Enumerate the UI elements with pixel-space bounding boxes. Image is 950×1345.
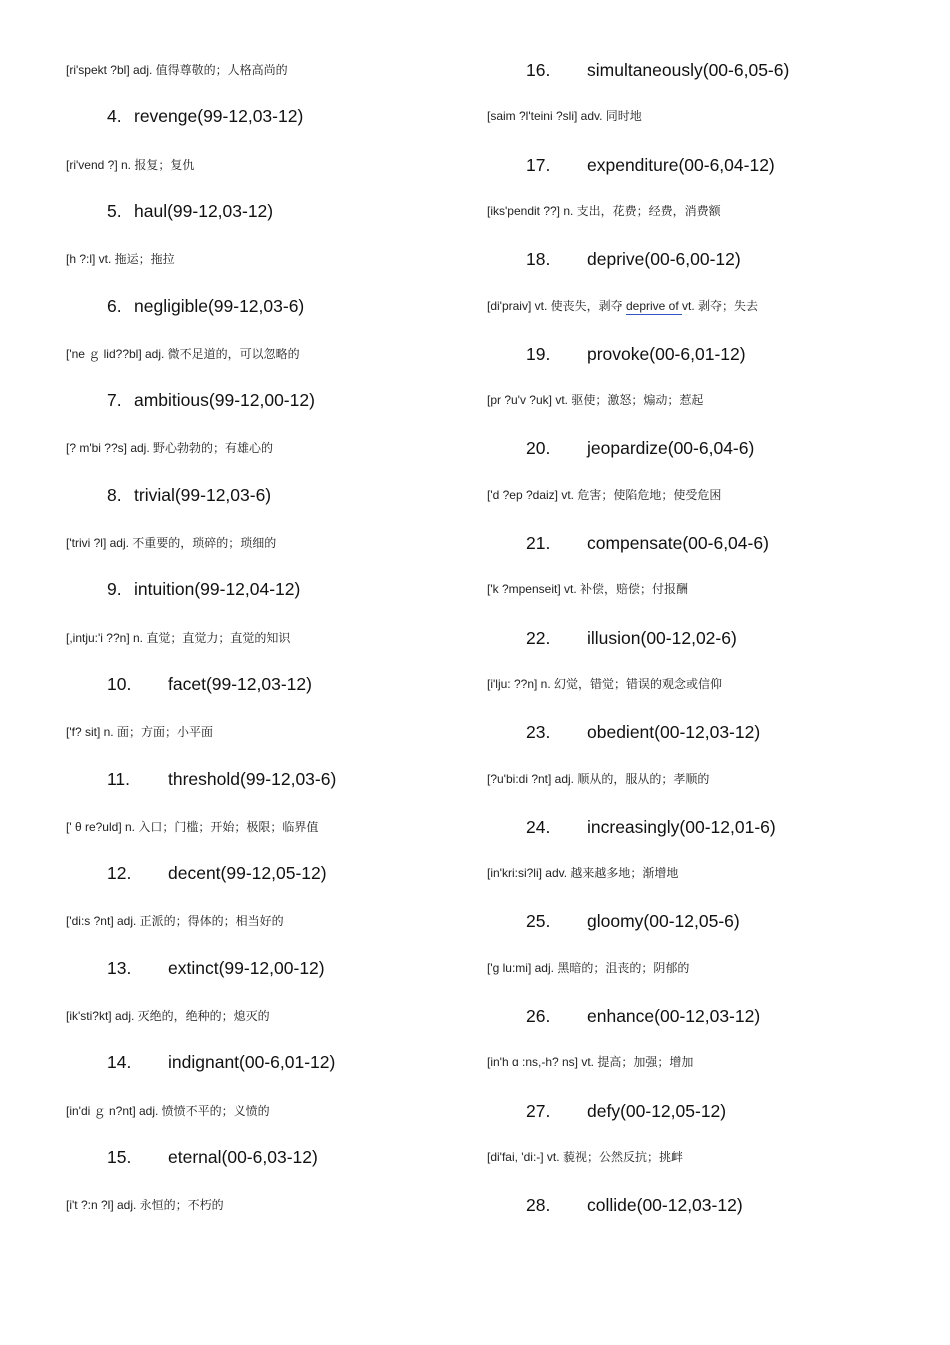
entry-number: 27. <box>526 1100 551 1121</box>
entry-definition: [i't ?:n ?l] adj. 永恒的；不朽的 <box>66 1198 224 1213</box>
vocab-entry-heading <box>526 533 769 554</box>
entry-number: 28. <box>526 1195 551 1216</box>
entry-definition: [ri'spekt ?bl] adj. 值得尊敬的；人格高尚的 <box>66 63 288 77</box>
entry-definition: ['d ?ep ?daiz] vt. 危害；使陷危地；使受危困 <box>487 487 722 502</box>
entry-word: enhance(00-12,03-12) <box>587 1006 761 1026</box>
entry-word: simultaneously(00-6,05-6) <box>587 60 790 80</box>
entry-definition: [?u'bi:di ?nt] adj. 顺从的，服从的；孝顺的 <box>487 771 710 786</box>
entry-number: 19. <box>526 343 551 364</box>
vocab-entry-heading <box>526 1101 726 1122</box>
vocab-entry-heading <box>107 769 336 790</box>
entry-word: collide(00-12,03-12) <box>587 1195 743 1216</box>
entry-definition: ['trivi ?l] adj. 不重要的，琐碎的；琐细的 <box>66 536 277 550</box>
entry-word: eternal(00-6,03-12) <box>168 1146 318 1167</box>
entry-word: negligible(99-12,03-6) <box>134 295 305 316</box>
entry-definition: ['ne ｇ lid??bl] adj. 微不足道的，可以忽略的 <box>66 346 300 361</box>
entry-number: 17. <box>526 154 551 175</box>
vocab-entry-heading <box>107 296 304 317</box>
entry-definition: [h ?:l] vt. 拖运；拖拉 <box>66 252 175 267</box>
vocab-entry-heading <box>526 817 776 838</box>
entry-number: 23. <box>526 722 551 743</box>
entry-number: 12. <box>107 863 132 884</box>
vocab-entry-heading <box>526 722 760 743</box>
vocab-entry-heading <box>107 201 273 222</box>
entry-number: 24. <box>526 816 551 837</box>
vocab-entry-heading <box>107 485 271 506</box>
entry-definition <box>487 297 758 314</box>
vocab-entry-heading <box>526 155 775 176</box>
vocab-entry-heading <box>526 438 754 459</box>
entry-number: 9. <box>107 579 122 600</box>
vocab-entry-heading <box>526 60 789 81</box>
entry-definition: [saim ?l'teini ?sli] adv. 同时地 <box>487 109 642 124</box>
entry-definition: [ik'sti?kt] adj. 灭绝的，绝种的；熄灭的 <box>66 1009 270 1023</box>
entry-word: extinct(99-12,00-12) <box>168 957 325 978</box>
entry-number: 5. <box>107 200 122 221</box>
entry-definition: [,intju:'i ??n] n. 直觉；直觉力；直觉的知识 <box>66 630 291 645</box>
entry-word: indignant(00-6,01-12) <box>168 1052 336 1073</box>
entry-word: deprive(00-6,00-12) <box>587 249 741 270</box>
entry-number: 26. <box>526 1006 551 1026</box>
vocab-entry-heading <box>526 628 737 649</box>
vocab-entry-heading <box>107 1147 318 1168</box>
phrase-link[interactable]: deprive of <box>625 298 683 313</box>
vocab-entry-heading <box>107 863 327 884</box>
entry-number: 4. <box>107 106 122 127</box>
entry-word: provoke(00-6,01-12) <box>587 343 746 364</box>
vocab-entry-heading <box>107 1052 335 1073</box>
entry-number: 10. <box>107 673 132 694</box>
entry-definition: [in'di ｇ n?nt] adj. 愤愤不平的；义愤的 <box>66 1103 270 1118</box>
entry-word: ambitious(99-12,00-12) <box>134 390 315 411</box>
entry-number: 15. <box>107 1146 132 1167</box>
entry-number: 18. <box>526 249 551 270</box>
entry-definition: ['ɡ lu:mi] adj. 黑暗的；沮丧的；阴郁的 <box>487 960 690 975</box>
entry-definition: [iks'pendit ??] n. 支出，花费；经费，消费额 <box>487 203 721 218</box>
definition-text: [di'praiv] vt. 使丧失，剥夺 <box>487 298 626 313</box>
entry-word: compensate(00-6,04-6) <box>587 533 769 553</box>
entry-definition: [in'kri:si?li] adv. 越来越多地；渐增地 <box>487 866 679 881</box>
entry-definition: [di'fai, 'di:-] vt. 藐视；公然反抗；挑衅 <box>487 1149 683 1164</box>
entry-number: 14. <box>107 1052 132 1073</box>
vocab-entry-heading <box>526 1195 743 1216</box>
vocab-entry-heading <box>107 674 312 695</box>
entry-definition: ['di:s ?nt] adj. 正派的；得体的；相当好的 <box>66 914 284 929</box>
entry-definition: [in'h ɑ :ns,-h? ns] vt. 提高；加强；增加 <box>487 1055 694 1070</box>
vocab-entry-heading <box>526 911 740 932</box>
entry-definition: [? m'bi ??s] adj. 野心勃勃的；有雄心的 <box>66 441 274 456</box>
vocab-entry-heading <box>107 958 325 979</box>
entry-word: haul(99-12,03-12) <box>134 200 274 221</box>
entry-definition: [i'lju: ??n] n. 幻觉，错觉；错误的观念或信仰 <box>487 676 722 691</box>
entry-word: jeopardize(00-6,04-6) <box>587 438 755 459</box>
entry-word: threshold(99-12,03-6) <box>168 768 337 789</box>
vocab-entry-heading <box>107 106 303 127</box>
entry-number: 6. <box>107 295 122 316</box>
entry-word: intuition(99-12,04-12) <box>134 579 301 600</box>
entry-word: expenditure(00-6,04-12) <box>587 154 775 175</box>
entry-definition: [pr ?u'v ?uk] vt. 驱使；激怒；煽动；惹起 <box>487 393 704 408</box>
entry-number: 7. <box>107 390 122 411</box>
entry-word: decent(99-12,05-12) <box>168 863 327 884</box>
entry-number: 20. <box>526 438 551 459</box>
entry-number: 21. <box>526 533 551 553</box>
vocab-entry-heading <box>526 1006 760 1027</box>
entry-number: 11. <box>107 768 131 789</box>
entry-number: 16. <box>526 60 551 80</box>
entry-number: 25. <box>526 911 551 932</box>
entry-word: increasingly(00-12,01-6) <box>587 816 776 837</box>
entry-word: trivial(99-12,03-6) <box>134 484 272 505</box>
entry-word: gloomy(00-12,05-6) <box>587 911 740 932</box>
entry-word: illusion(00-12,02-6) <box>587 627 737 648</box>
vocab-entry-heading <box>107 390 315 411</box>
vocab-entry-heading <box>526 249 741 270</box>
entry-definition: [' θ re?uld] n. 入口；门槛；开始；极限；临界值 <box>66 819 319 834</box>
entry-number: 13. <box>107 957 132 978</box>
vocab-entry-heading <box>526 344 746 365</box>
entry-definition: [ri'vend ?] n. 报复；复仇 <box>66 157 195 172</box>
entry-definition: ['f? sit] n. 面；方面；小平面 <box>66 725 213 740</box>
entry-number: 22. <box>526 627 551 648</box>
entry-word: facet(99-12,03-12) <box>168 673 312 694</box>
entry-definition: ['k ?mpenseit] vt. 补偿，赔偿；付报酬 <box>487 582 688 597</box>
entry-word: obedient(00-12,03-12) <box>587 722 761 743</box>
vocab-entry-heading <box>107 579 300 600</box>
entry-number: 8. <box>107 484 122 505</box>
entry-word: revenge(99-12,03-12) <box>134 106 304 127</box>
entry-word: defy(00-12,05-12) <box>587 1100 727 1121</box>
definition-text: vt. 剥夺；失去 <box>682 298 759 313</box>
